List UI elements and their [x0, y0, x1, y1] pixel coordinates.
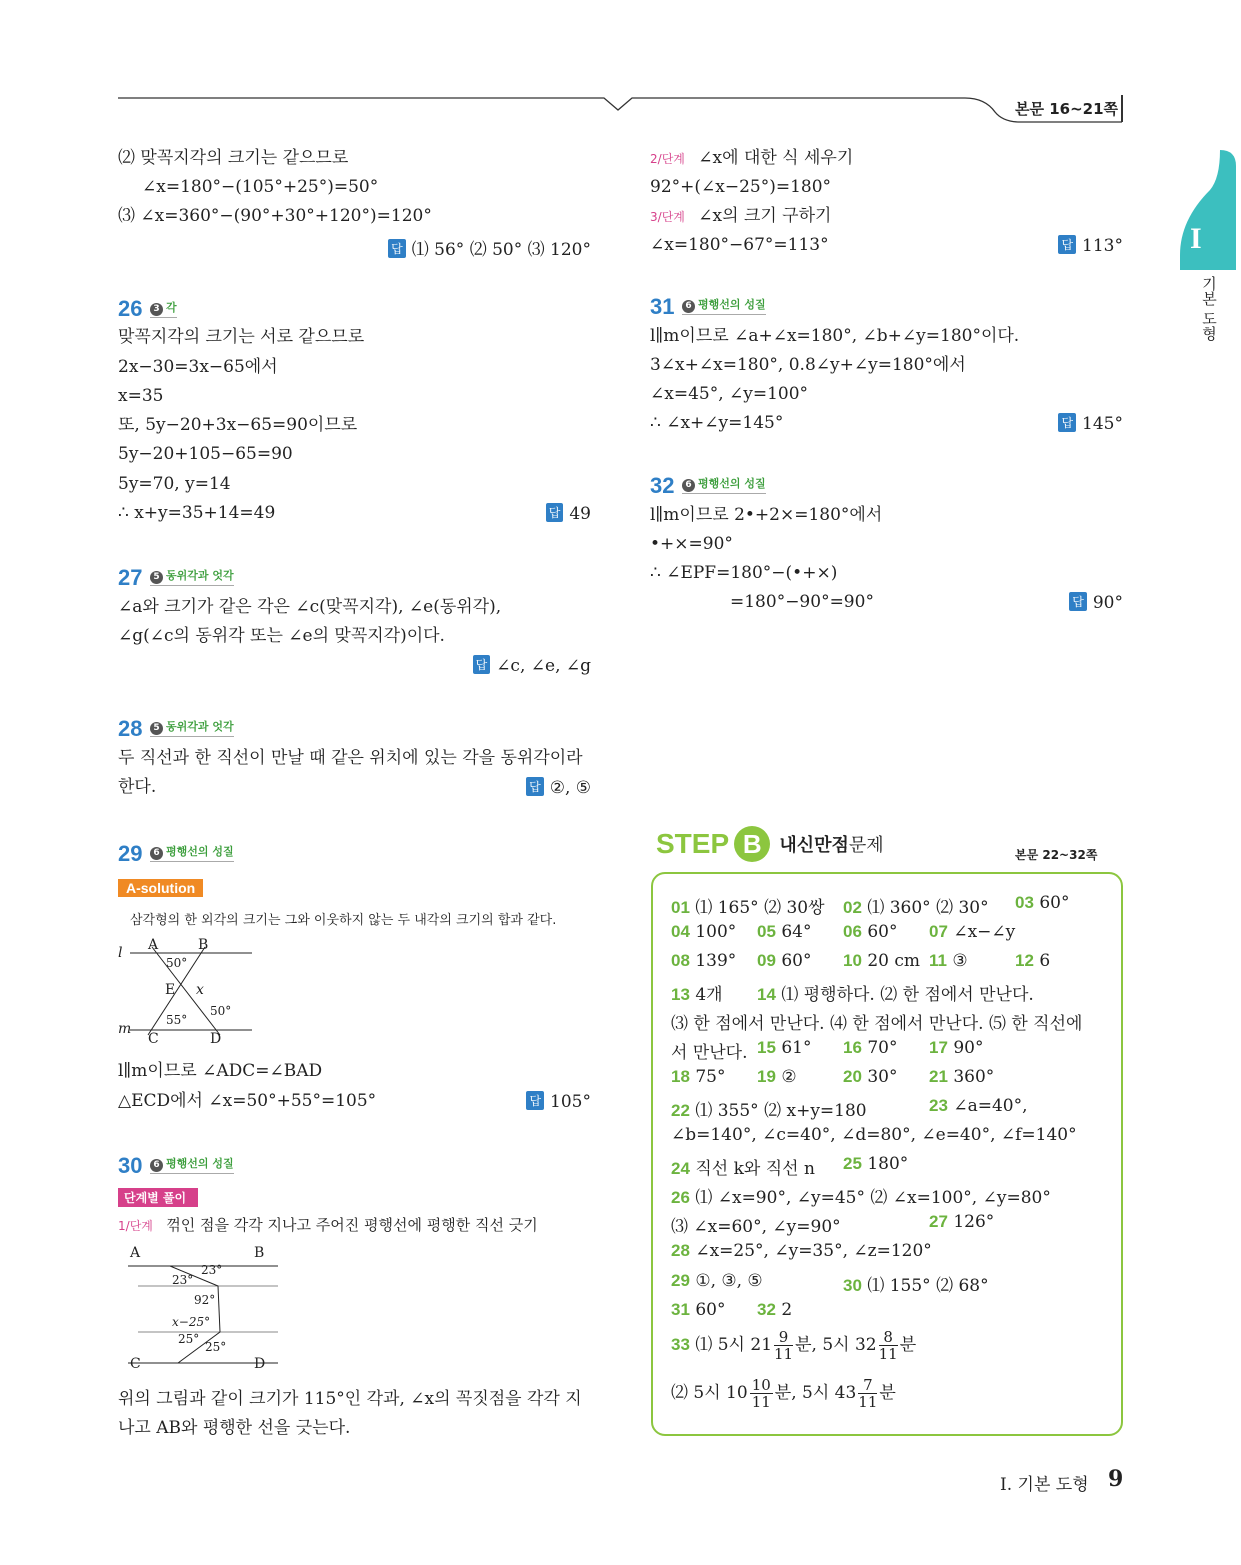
p29-C: C	[148, 1031, 159, 1047]
stepb-row-7: 19 ②	[757, 1067, 797, 1087]
stepb-row-4: 13 4개	[671, 985, 723, 1005]
stepb-row-6: 15 61°	[757, 1038, 812, 1058]
p31-line: l∥m이므로 ∠a+∠x=180°, ∠b+∠y=180°이다.	[650, 326, 1020, 346]
problem-27-tag: 5 동위각과 엇각	[150, 567, 234, 586]
p30-right-line1: 92°+(∠x−25°)=180°	[650, 177, 832, 197]
p32-line: =180°−90°=90°	[730, 592, 874, 612]
problem-29-number: 29	[118, 841, 143, 866]
stepb-row-6: 서 만난다.	[671, 1043, 748, 1063]
p25-line1: ⑵ 맞꼭지각의 크기는 같으므로	[118, 148, 349, 168]
step-b-ref: 본문 22~32쪽	[1015, 848, 1098, 862]
p29-angle55: 55°	[166, 1013, 188, 1027]
answer-badge: 답	[388, 239, 406, 258]
p30-angle25a: 25°	[178, 1332, 200, 1346]
p30-angle25b: 25°	[205, 1340, 227, 1354]
problem-30-tag: 6 평행선의 성질	[150, 1155, 234, 1174]
problem-30-number: 30	[118, 1153, 143, 1178]
p30-step1: 1/단계 꺾인 점을 각각 지나고 주어진 평행선에 평행한 직선 긋기	[118, 1216, 538, 1234]
p32-line: ∴ ∠EPF=180°−(•+×)	[650, 563, 838, 583]
p26-line: 5y=70, y=14	[118, 474, 231, 494]
stepb-row-13: 28 ∠x=25°, ∠y=35°, ∠z=120°	[671, 1241, 932, 1261]
problem-28-tag: 5 동위각과 엇각	[150, 718, 234, 737]
a-solution-text: 삼각형의 한 외각의 크기는 그와 이웃하지 않는 두 내각의 크기의 합과 같다.	[130, 913, 557, 928]
stepb-row-2: 06 60°	[843, 922, 898, 942]
stepb-row-7: 20 30°	[843, 1067, 898, 1087]
p27-line: ∠a와 크기가 같은 각은 ∠c(맞꼭지각), ∠e(동위각),	[118, 597, 502, 617]
p30-step3: 3/단계 ∠x의 크기 구하기	[650, 206, 832, 226]
stepb-row-1: 01 ⑴ 165° ⑵ 30쌍	[671, 898, 825, 918]
footer-chapter: I. 기본 도형	[1000, 1475, 1089, 1495]
p30-answer: 답 113°	[1058, 235, 1123, 256]
stepb-row-11: 26 ⑴ ∠x=90°, ∠y=45° ⑵ ∠x=100°, ∠y=80°	[671, 1188, 1051, 1208]
stepb-row-15: 32 2	[757, 1300, 793, 1320]
problem-31-tag: 6 평행선의 성질	[682, 296, 766, 315]
p26-answer: 답 49	[546, 503, 591, 524]
stepb-row-3: 08 139°	[671, 951, 737, 971]
stepb-row-3: 11 ③	[929, 951, 968, 971]
stepb-row-3: 10 20 cm	[843, 951, 921, 971]
stepb-row-14: 30 ⑴ 155° ⑵ 68°	[843, 1276, 989, 1296]
stepb-row-8: 23 ∠a=40°,	[929, 1096, 1028, 1116]
p32-line: •+×=90°	[650, 534, 733, 554]
a-solution-label: A-solution	[118, 879, 203, 897]
problem-28-number: 28	[118, 716, 143, 741]
p30-right-line2: ∠x=180°−67°=113°	[650, 235, 829, 255]
stepb-row-1b: 02 ⑴ 360° ⑵ 30°	[843, 898, 989, 918]
p31-line: ∠x=45°, ∠y=100°	[650, 384, 809, 404]
page-number: 9	[1108, 1466, 1124, 1492]
p30-angle92: 92°	[194, 1293, 216, 1307]
p30-step2: 2/단계 ∠x에 대한 식 세우기	[650, 148, 854, 168]
stepb-row-7: 21 360°	[929, 1067, 995, 1087]
stepb-row-15: 31 60°	[671, 1300, 726, 1320]
p29-angle50a: 50°	[166, 956, 188, 970]
p27-line: ∠g(∠c의 동위각 또는 ∠e의 맞꼭지각)이다.	[118, 626, 445, 646]
stepb-row-7: 18 75°	[671, 1067, 726, 1087]
p32-line: l∥m이므로 2•+2×=180°에서	[650, 505, 883, 525]
p29-D: D	[210, 1031, 222, 1047]
problem-32-tag: 6 평행선의 성질	[682, 475, 766, 494]
stepb-row-14: 29 ①, ③, ⑤	[671, 1271, 763, 1291]
p26-line: ∴ x+y=35+14=49	[118, 503, 276, 523]
stepb-row-10: 25 180°	[843, 1154, 909, 1174]
stepb-row-3: 12 6	[1015, 951, 1051, 971]
p30-x-25: x−25°	[172, 1315, 211, 1329]
p26-line: 2x−30=3x−65에서	[118, 357, 278, 377]
p30-angle23a: 23°	[201, 1263, 223, 1277]
problem-26-number: 26	[118, 296, 143, 321]
p29-line: l∥m이므로 ∠ADC=∠BAD	[118, 1061, 323, 1081]
p31-line: 3∠x+∠x=180°, 0.8∠y+∠y=180°에서	[650, 355, 966, 375]
p30-figure	[110, 1248, 290, 1373]
p28-line: 두 직선과 한 직선이 만날 때 같은 위치에 있는 각을 동위각이라	[118, 748, 583, 768]
stepb-row-16: 33 ⑴ 5시 21 $\frac{9}{11}$ 분, 5시 32 $\frac{8}{11}$ 분	[671, 1328, 917, 1363]
p31-answer: 답 145°	[1058, 413, 1123, 434]
stepb-row-10: 24 직선 k와 직선 n	[671, 1159, 815, 1179]
p26-line: 5y−20+105−65=90	[118, 444, 293, 464]
problem-26-tag: 3 각	[150, 299, 177, 318]
p29-A: A	[148, 937, 159, 953]
stepb-row-2: 05 64°	[757, 922, 812, 942]
p29-line: △ECD에서 ∠x=50°+55°=105°	[118, 1091, 377, 1111]
stepb-row-6: 17 90°	[929, 1038, 984, 1058]
stepb-row-4: 14 ⑴ 평행하다. ⑵ 한 점에서 만난다.	[757, 985, 1034, 1005]
stepb-row-17: ⑵ 5시 10 $\frac{10}{11}$ 분, 5시 43 $\frac{7}{11}$ 분	[671, 1376, 896, 1411]
problem-29-tag: 6 평행선의 성질	[150, 843, 234, 862]
p29-l: l	[118, 945, 123, 961]
side-tab-roman: I	[1190, 222, 1202, 255]
p26-line: 맞꼭지각의 크기는 서로 같으므로	[118, 327, 365, 347]
p30-B: B	[254, 1245, 265, 1261]
stepb-row-9: ∠b=140°, ∠c=40°, ∠d=80°, ∠e=40°, ∠f=140°	[671, 1125, 1077, 1145]
p30-angle23b: 23°	[172, 1273, 194, 1287]
p25-line3: ⑶ ∠x=360°−(90°+30°+120°)=120°	[118, 206, 432, 226]
p30-line: 나고 AB와 평행한 선을 긋는다.	[118, 1418, 351, 1438]
stepb-row-2: 07 ∠x−∠y	[929, 922, 1016, 942]
p29-x: x	[196, 982, 204, 998]
p32-answer: 답 90°	[1069, 592, 1123, 613]
page-ref: 본문 16~21쪽	[1015, 100, 1119, 118]
p30-C: C	[130, 1356, 141, 1372]
p28-answer: 답 ②, ⑤	[526, 777, 591, 798]
p29-angle50b: 50°	[210, 1004, 232, 1018]
p29-E: E	[165, 982, 176, 998]
stepb-row-12: 27 126°	[929, 1212, 995, 1232]
p30-D: D	[254, 1356, 266, 1372]
stepb-row-2: 04 100°	[671, 922, 737, 942]
p26-line: x=35	[118, 386, 164, 406]
step-b-title: STEP B 내신만점문제	[656, 826, 884, 862]
problem-32-number: 32	[650, 473, 675, 498]
p31-line: ∴ ∠x+∠y=145°	[650, 413, 784, 433]
p26-line: 또, 5y−20+3x−65=90이므로	[118, 415, 358, 435]
stepb-row-12: ⑶ ∠x=60°, ∠y=90°	[671, 1217, 841, 1237]
stepb-row-8: 22 ⑴ 355° ⑵ x+y=180	[671, 1101, 867, 1121]
stepb-row-1c: 03 60°	[1015, 893, 1070, 913]
problem-27-number: 27	[118, 565, 143, 590]
p28-line: 한다.	[118, 777, 157, 797]
p25-answer: 답 ⑴ 56° ⑵ 50° ⑶ 120°	[388, 235, 591, 260]
p29-figure	[110, 935, 270, 1050]
steps-label: 단계별 풀이	[118, 1188, 198, 1207]
p29-m: m	[118, 1021, 132, 1037]
stepb-row-5: ⑶ 한 점에서 만난다. ⑷ 한 점에서 만난다. ⑸ 한 직선에	[671, 1014, 1083, 1034]
problem-31-number: 31	[650, 294, 675, 319]
stepb-row-6: 16 70°	[843, 1038, 898, 1058]
p29-B: B	[198, 937, 209, 953]
p27-answer: 답 ∠c, ∠e, ∠g	[473, 655, 591, 676]
p30-line: 위의 그림과 같이 크기가 115°인 각과, ∠x의 꼭짓점을 각각 지	[118, 1389, 582, 1409]
p25-line2: ∠x=180°−(105°+25°)=50°	[142, 177, 379, 197]
stepb-row-3: 09 60°	[757, 951, 812, 971]
p30-A: A	[130, 1245, 141, 1261]
p29-answer: 답 105°	[526, 1091, 591, 1112]
side-tab-label: 기본 도형	[1200, 276, 1218, 341]
